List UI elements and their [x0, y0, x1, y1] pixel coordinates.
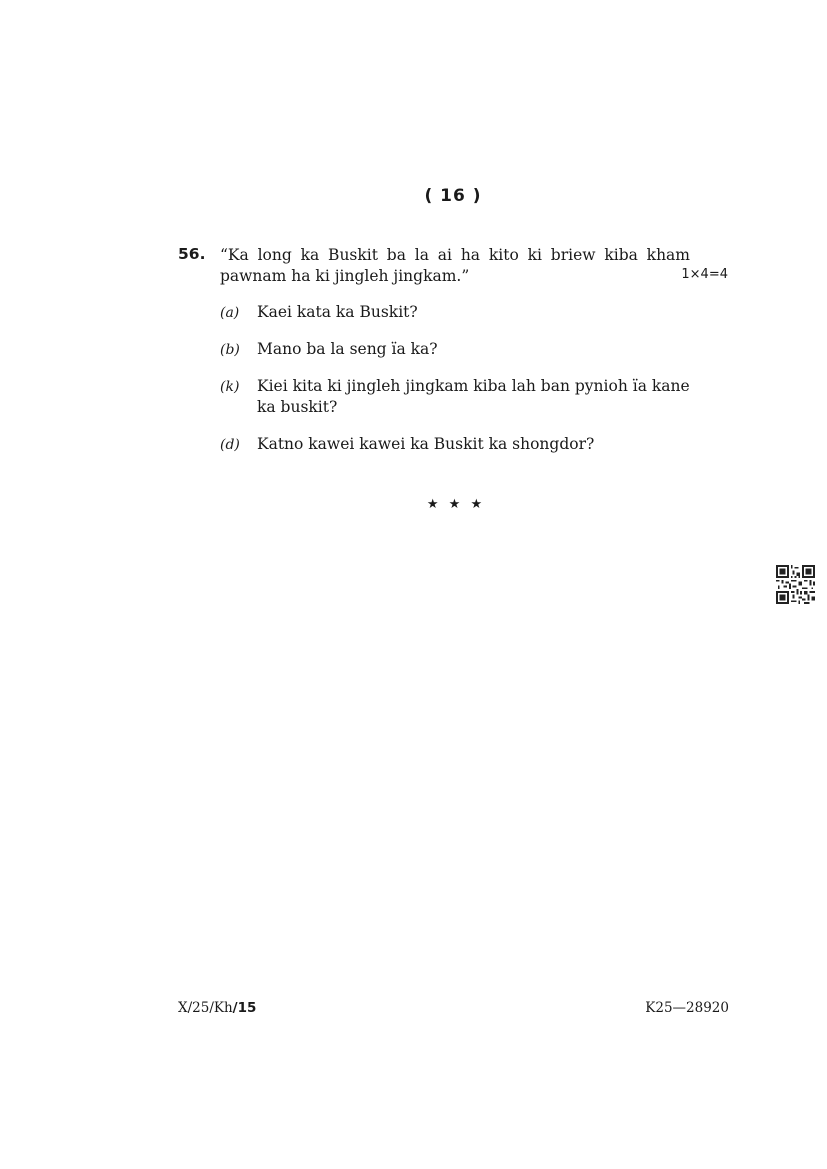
question-text: “Ka long ka Buskit ba la ai ha kito ki briew kiba kham pawnam ha ki jingleh jingkam.” — [220, 246, 690, 285]
footer-paper-code: K25—28920 — [645, 1000, 729, 1016]
question-marks: 1×4=4 — [681, 267, 728, 282]
subpart-k — [220, 376, 690, 418]
subpart-label: (k) — [220, 379, 240, 395]
question-56 — [178, 245, 730, 287]
footer-code-suffix: /15 — [232, 1000, 257, 1016]
subpart-d — [220, 434, 690, 455]
subpart-b — [220, 339, 690, 360]
subpart-text: Kaei kata ka Buskit? — [257, 303, 418, 321]
end-marker-stars: ★ ★ ★ — [426, 497, 486, 512]
subpart-list — [220, 302, 690, 471]
footer-code-prefix: X/25/Kh — [178, 1000, 233, 1016]
subpart-a — [220, 302, 690, 323]
subpart-label: (b) — [220, 342, 240, 358]
qr-code-icon — [776, 565, 815, 604]
subpart-text: Mano ba la seng ïa ka? — [257, 340, 438, 358]
page-number: ( 16 ) — [424, 186, 482, 206]
question-number: 56. — [178, 245, 206, 263]
subpart-label: (a) — [220, 305, 240, 321]
subpart-text: Katno kawei kawei ka Buskit ka shongdor? — [257, 435, 595, 453]
subpart-text: Kiei kita ki jingleh jingkam kiba lah ban pynioh ïa kane ka buskit? — [257, 377, 690, 416]
subpart-label: (d) — [220, 437, 240, 453]
footer-code — [178, 1000, 256, 1016]
